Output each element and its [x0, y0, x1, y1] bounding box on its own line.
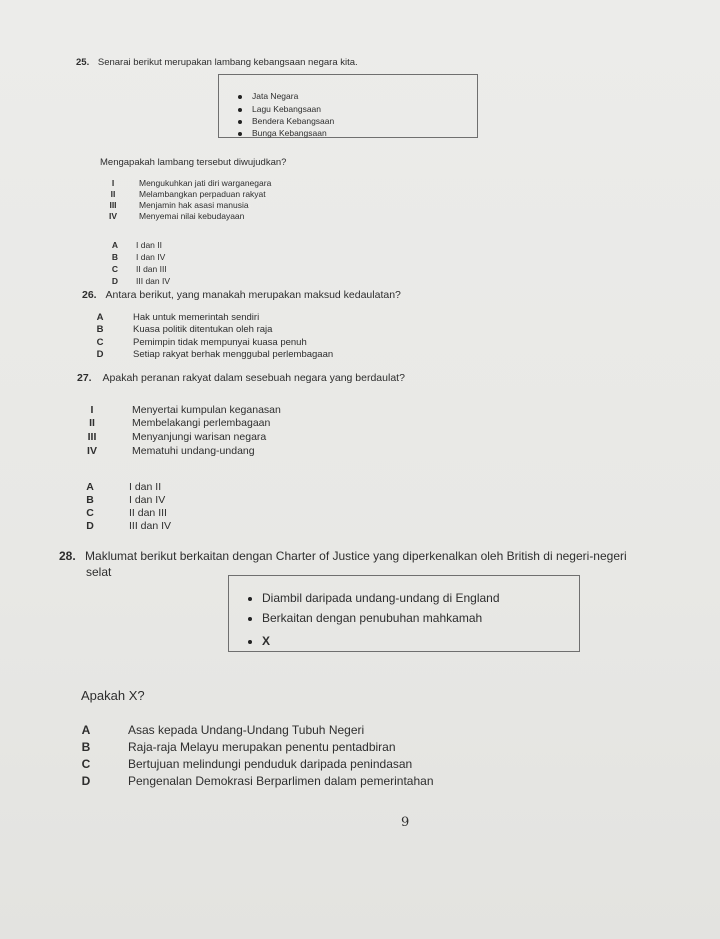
- box-item: Bendera Kebangsaan: [238, 116, 334, 126]
- question-text: Senarai berikut merupakan lambang kebangsaan negara kita.: [97, 57, 358, 68]
- statement-item: IV Mematuhi undang-undang: [87, 445, 255, 457]
- question-number: 27.: [77, 372, 92, 384]
- question-number: 28.: [59, 549, 76, 563]
- answer-option-d[interactable]: D III dan IV: [86, 520, 172, 532]
- question-27-stem: [77, 372, 405, 384]
- statement-item: I Menyertai kumpulan keganasan: [90, 404, 281, 416]
- answer-option-a[interactable]: A Hak untuk memerintah sendiri: [96, 312, 260, 323]
- statement-item: I Mengukuhkan jati diri warganegara: [111, 178, 272, 188]
- answer-option-b[interactable]: B Kuasa politik ditentukan oleh raja: [96, 324, 273, 335]
- box-item: Bunga Kebangsaan: [238, 128, 327, 138]
- question-28-stem: [59, 549, 627, 563]
- question-text: Apakah peranan rakyat dalam sesebuah negara yang berdaulat?: [102, 372, 405, 384]
- question-text: Maklumat berikut berkaitan dengan Charter of Justice yang diperkenalkan oleh British di negeri-negeri: [85, 549, 627, 563]
- sub-question: Mengapakah lambang tersebut diwujudkan?: [100, 157, 287, 168]
- question-number: 26.: [82, 289, 97, 301]
- sub-question: Apakah X?: [81, 688, 145, 703]
- answer-option-c[interactable]: C II dan III: [86, 507, 167, 519]
- statement-item: IV Menyemai nilai kebudayaan: [108, 211, 245, 221]
- answer-option-a[interactable]: A I dan II: [111, 240, 162, 250]
- answer-option-d[interactable]: D III dan IV: [111, 276, 171, 286]
- answer-option-d[interactable]: D Setiap rakyat berhak menggubal perlembagaan: [96, 349, 334, 360]
- answer-option-c[interactable]: C Bertujuan melindungi penduduk daripada penindasan: [81, 757, 413, 771]
- answer-option-a[interactable]: A Asas kepada Undang-Undang Tubuh Negeri: [81, 723, 365, 737]
- box-item: Jata Negara: [238, 91, 298, 101]
- question-text-continued: selat: [86, 565, 112, 579]
- box-item: Berkaitan dengan penubuhan mahkamah: [248, 611, 482, 625]
- statement-item: II Melambangkan perpaduan rakyat: [110, 189, 266, 199]
- statement-item: III Menjamin hak asasi manusia: [109, 200, 249, 210]
- page-number: 9: [401, 815, 410, 830]
- answer-option-c[interactable]: C II dan III: [111, 264, 167, 274]
- question-25-stem: [76, 57, 358, 68]
- box-item: Diambil daripada undang-undang di England: [248, 591, 500, 605]
- answer-option-b[interactable]: B I dan IV: [111, 252, 166, 262]
- question-number: 25.: [76, 57, 90, 68]
- answer-option-b[interactable]: B I dan IV: [86, 494, 166, 506]
- statement-item: III Menyanjungi warisan negara: [87, 431, 267, 443]
- statement-item: II Membelakangi perlembagaan: [89, 417, 271, 429]
- box-item-x: X: [248, 634, 270, 648]
- answer-option-b[interactable]: B Raja-raja Melayu merupakan penentu pentadbiran: [81, 740, 396, 754]
- question-26-stem: [82, 289, 401, 301]
- question-text: Antara berikut, yang manakah merupakan maksud kedaulatan?: [105, 289, 401, 301]
- box-item: Lagu Kebangsaan: [238, 104, 321, 114]
- answer-option-a[interactable]: A I dan II: [86, 481, 162, 493]
- answer-option-c[interactable]: C Pemimpin tidak mempunyai kuasa penuh: [96, 337, 307, 348]
- answer-option-d[interactable]: D Pengenalan Demokrasi Berparlimen dalam pemerintahan: [81, 774, 434, 788]
